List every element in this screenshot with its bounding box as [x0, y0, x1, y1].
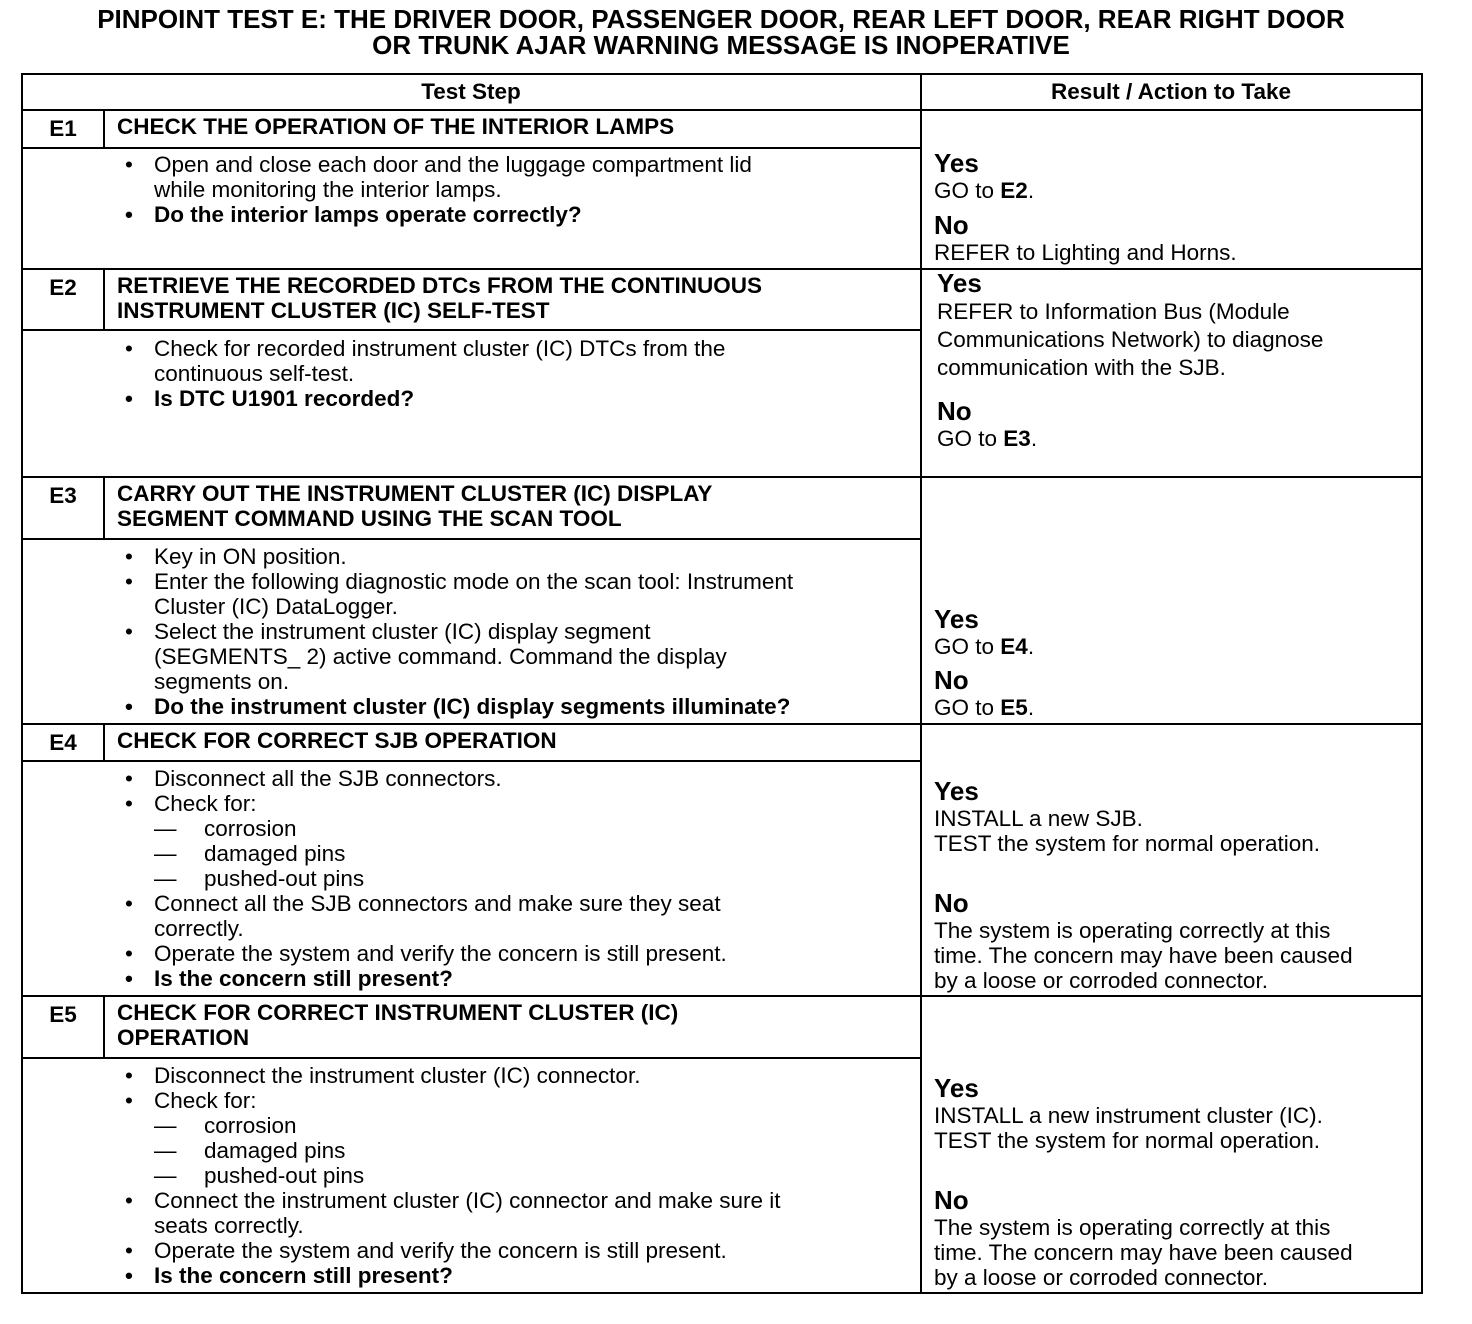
- list-item-text: Check for recorded instrument cluster (IC) DTCs from the: [154, 336, 726, 361]
- dash-icon: —: [154, 866, 177, 891]
- step-id: E3: [49, 483, 77, 508]
- result-no-text: time. The concern may have been caused: [934, 943, 1353, 968]
- step-question: [117, 966, 727, 991]
- bullet-icon: •: [125, 544, 133, 569]
- list-item-text: while monitoring the interior lamps.: [154, 177, 502, 202]
- result-yes-label: Yes: [934, 776, 979, 806]
- list-item-text: Cluster (IC) DataLogger.: [154, 594, 398, 619]
- dash-icon: —: [154, 1163, 177, 1188]
- step-title: [117, 273, 762, 323]
- list-item-text: Is the concern still present?: [154, 966, 453, 991]
- bullet-icon: •: [125, 891, 133, 916]
- list-item: [117, 336, 725, 386]
- list-item-text: Do the interior lamps operate correctly?: [154, 202, 582, 227]
- result-yes-label: Yes: [937, 268, 982, 298]
- result-no: [934, 888, 1353, 993]
- header-result: Result / Action to Take: [1050, 79, 1292, 104]
- list-item-text: Operate the system and verify the concern is still present.: [154, 1238, 727, 1263]
- list-item-text: Operate the system and verify the concern is still present.: [154, 941, 727, 966]
- header-test-step: Test Step: [421, 79, 521, 104]
- list-item: [117, 619, 793, 694]
- step-id: E1: [49, 116, 77, 141]
- bullet-icon: •: [125, 966, 133, 991]
- list-item-text: Check for:: [154, 791, 257, 816]
- bullet-icon: •: [125, 336, 133, 361]
- step-title-line: CARRY OUT THE INSTRUMENT CLUSTER (IC) DISPLAY: [117, 481, 713, 506]
- step-id: E5: [49, 1002, 77, 1027]
- list-item: [117, 791, 727, 816]
- result-no-text: The system is operating correctly at this: [934, 918, 1331, 943]
- list-item-text: pushed-out pins: [204, 866, 365, 891]
- step-title: [117, 481, 712, 531]
- title-line-1: PINPOINT TEST E: THE DRIVER DOOR, PASSENGER DOOR, REAR LEFT DOOR, REAR RIGHT DOOR: [97, 4, 1345, 34]
- result-no-text: The system is operating correctly at this: [934, 1215, 1331, 1240]
- bullet-icon: •: [125, 1238, 133, 1263]
- bullet-icon: •: [125, 791, 133, 816]
- bullet-icon: •: [125, 1263, 133, 1288]
- list-item-text: Disconnect the instrument cluster (IC) connector.: [154, 1063, 641, 1088]
- list-item-text: Key in ON position.: [154, 544, 347, 569]
- dash-icon: —: [154, 841, 177, 866]
- list-item-text: pushed-out pins: [204, 1163, 365, 1188]
- step-title-line: INSTRUMENT CLUSTER (IC) SELF-TEST: [117, 298, 550, 323]
- list-item-text: corrosion: [204, 1113, 297, 1138]
- page-title: [20, 6, 1422, 58]
- list-item: [117, 766, 727, 791]
- list-item-text: correctly.: [154, 916, 244, 941]
- step-instructions: [117, 544, 793, 719]
- result-no-text: by a loose or corroded connector.: [934, 1265, 1268, 1290]
- bullet-icon: •: [125, 1063, 133, 1088]
- step-reference: E5: [1000, 695, 1028, 720]
- list-item: [117, 1163, 781, 1188]
- result-no-label: No: [934, 665, 969, 695]
- step-instructions: [117, 336, 725, 411]
- step-question: [117, 202, 752, 227]
- list-item: [117, 569, 793, 619]
- list-item-text: Do the instrument cluster (IC) display segments illuminate?: [154, 694, 791, 719]
- result-no-text: REFER to Lighting and Horns.: [934, 240, 1237, 265]
- list-item: [117, 152, 752, 202]
- result-yes-text: INSTALL a new SJB.: [934, 806, 1143, 831]
- result-yes: [934, 604, 1034, 659]
- result-yes-label: Yes: [934, 604, 979, 634]
- result-yes-text: REFER to Information Bus (Module: [937, 299, 1290, 324]
- step-title-line: SEGMENT COMMAND USING THE SCAN TOOL: [117, 506, 622, 531]
- list-item: [117, 1088, 781, 1113]
- bullet-icon: •: [125, 152, 133, 177]
- step-instructions: [117, 1063, 781, 1288]
- bullet-icon: •: [125, 386, 133, 411]
- result-no-label: No: [934, 888, 969, 918]
- list-item-text: Enter the following diagnostic mode on the scan tool: Instrument: [154, 569, 794, 594]
- step-title-line: CHECK THE OPERATION OF THE INTERIOR LAMPS: [117, 114, 675, 139]
- step-question: [117, 386, 725, 411]
- result-yes: [937, 268, 1323, 382]
- bullet-icon: •: [125, 202, 133, 227]
- step-title: [117, 1000, 678, 1050]
- list-item-text: Is DTC U1901 recorded?: [154, 386, 415, 411]
- result-yes-text: GO to E4.: [934, 634, 1035, 659]
- list-item-text: Check for:: [154, 1088, 257, 1113]
- list-item: [117, 941, 727, 966]
- result-yes-label: Yes: [934, 1073, 979, 1103]
- result-no-label: No: [934, 1185, 969, 1215]
- result-no-label: No: [934, 210, 969, 240]
- result-no: [937, 396, 1037, 451]
- step-title-line: CHECK FOR CORRECT INSTRUMENT CLUSTER (IC): [117, 1000, 679, 1025]
- result-no-text: GO to E3.: [937, 426, 1038, 451]
- list-item-text: segments on.: [154, 669, 290, 694]
- list-item: [117, 841, 727, 866]
- result-no-text: by a loose or corroded connector.: [934, 968, 1268, 993]
- list-item-text: Disconnect all the SJB connectors.: [154, 766, 502, 791]
- step-title-line: CHECK FOR CORRECT SJB OPERATION: [117, 728, 557, 753]
- title-line-2: OR TRUNK AJAR WARNING MESSAGE IS INOPERATIVE: [372, 30, 1070, 60]
- result-yes: [934, 1073, 1323, 1153]
- list-item: [117, 1063, 781, 1088]
- bullet-icon: •: [125, 766, 133, 791]
- bullet-icon: •: [125, 569, 133, 594]
- bullet-icon: •: [125, 694, 133, 719]
- list-item-text: damaged pins: [204, 841, 346, 866]
- list-item-text: Select the instrument cluster (IC) display segment: [154, 619, 651, 644]
- result-yes-text: Communications Network) to diagnose: [937, 327, 1324, 352]
- result-yes-text: GO to E2.: [934, 178, 1035, 203]
- list-item-text: continuous self-test.: [154, 361, 355, 386]
- list-item: [117, 1238, 781, 1263]
- list-item-text: Connect the instrument cluster (IC) connector and make sure it: [154, 1188, 781, 1213]
- step-reference: E4: [1000, 634, 1028, 659]
- result-no-text: time. The concern may have been caused: [934, 1240, 1353, 1265]
- result-yes-text: communication with the SJB.: [937, 355, 1226, 380]
- step-title-line: RETRIEVE THE RECORDED DTCs FROM THE CONTINUOUS: [117, 273, 763, 298]
- list-item-text: Is the concern still present?: [154, 1263, 453, 1288]
- dash-icon: —: [154, 1138, 177, 1163]
- bullet-icon: •: [125, 941, 133, 966]
- step-title: [117, 728, 557, 753]
- result-yes: [934, 148, 1034, 203]
- list-item: [117, 1138, 781, 1163]
- bullet-icon: •: [125, 1088, 133, 1113]
- list-item: [117, 1188, 781, 1238]
- dash-icon: —: [154, 816, 177, 841]
- step-instructions: [117, 766, 727, 991]
- result-yes-label: Yes: [934, 148, 979, 178]
- list-item-text: seats correctly.: [154, 1213, 304, 1238]
- dash-icon: —: [154, 1113, 177, 1138]
- step-reference: E2: [1000, 178, 1028, 203]
- list-item-text: Open and close each door and the luggage compartment lid: [154, 152, 752, 177]
- step-id: E2: [49, 275, 77, 300]
- bullet-icon: •: [125, 1188, 133, 1213]
- step-instructions: [117, 152, 752, 227]
- list-item-text: corrosion: [204, 816, 297, 841]
- result-no-label: No: [937, 396, 972, 426]
- list-item-text: damaged pins: [204, 1138, 346, 1163]
- step-reference: E3: [1003, 426, 1031, 451]
- list-item: [117, 816, 727, 841]
- result-yes-text: TEST the system for normal operation.: [934, 831, 1320, 856]
- result-no: [934, 665, 1034, 720]
- result-yes: [934, 776, 1320, 856]
- list-item: [117, 544, 793, 569]
- step-id: E4: [49, 730, 77, 755]
- list-item-text: Connect all the SJB connectors and make sure they seat: [154, 891, 721, 916]
- step-question: [117, 1263, 781, 1288]
- step-question: [117, 694, 793, 719]
- list-item: [117, 1113, 781, 1138]
- result-no: [934, 1185, 1353, 1290]
- bullet-icon: •: [125, 619, 133, 644]
- result-yes-text: TEST the system for normal operation.: [934, 1128, 1320, 1153]
- step-title: [117, 114, 674, 139]
- result-yes-text: INSTALL a new instrument cluster (IC).: [934, 1103, 1323, 1128]
- list-item: [117, 891, 727, 941]
- list-item-text: (SEGMENTS_ 2) active command. Command the display: [154, 644, 727, 669]
- result-no-text: GO to E5.: [934, 695, 1035, 720]
- step-title-line: OPERATION: [117, 1025, 250, 1050]
- result-no: [934, 210, 1237, 265]
- list-item: [117, 866, 727, 891]
